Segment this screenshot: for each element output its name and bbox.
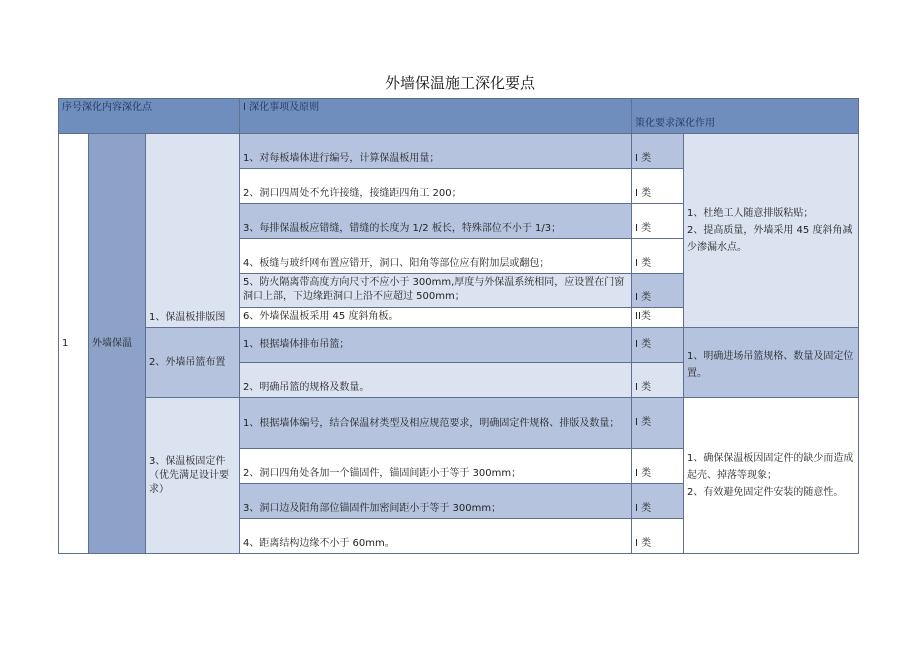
row-content — [88, 133, 146, 554]
row-content-label: 外墙保温 — [92, 337, 132, 349]
item-class: I 类 — [635, 417, 652, 428]
header-left — [58, 98, 240, 134]
section-2-point-label: 2、外墙吊篮布置 — [149, 356, 226, 368]
item-text: 5、防火隔离带高度方向尺寸不应小于 300mm,厚度与外保温系统相同，应设置在门窗洞口上部，下边缘距洞口上沿不应超过 500mm； — [243, 277, 625, 302]
item-class: I 类 — [635, 503, 652, 514]
item-class: I 类 — [635, 468, 652, 479]
section-2-item-1 — [239, 327, 632, 363]
item-text: 3、洞口边及阳角部位锚固件加密间距小于等于 300mm； — [243, 503, 502, 514]
section-3-item-3 — [239, 483, 632, 519]
section-3-item-4-class — [631, 518, 684, 554]
item-text: 1、根据墙体排布吊篮； — [243, 339, 350, 350]
section-3-item-2-class — [631, 448, 684, 484]
section-1-item-5 — [239, 273, 632, 308]
section-2-item-1-class — [631, 327, 684, 363]
header-right-label: 策化要求深化作用 — [635, 118, 715, 129]
section-3-item-3-class — [631, 483, 684, 519]
item-text: 6、外墙保温板采用 45 度斜角板。 — [243, 311, 399, 322]
item-text: 1、对每板墙体进行编号，计算保温板用量； — [243, 153, 440, 164]
item-text: 1、根据墙体编号，结合保温材类型及相应规范要求，明确固定件规格、排版及数量； — [243, 417, 620, 429]
section-1-item-1-class — [631, 133, 684, 169]
item-text: 4、距离结构边缘不小于 60mm。 — [243, 538, 395, 549]
section-1-point — [145, 133, 240, 328]
header-item — [239, 98, 632, 134]
item-class: I 类 — [635, 339, 652, 350]
item-text: 4、板缝与玻纤网布置应错开，洞口、阳角等部位应有附加层或翻包； — [243, 258, 550, 269]
item-text: 2、洞口四角处各加一个锚固件，锚固间距小于等于 300mm； — [243, 468, 522, 479]
item-class: I 类 — [635, 538, 652, 549]
section-3-item-1-class — [631, 397, 684, 449]
section-1-item-1 — [239, 133, 632, 169]
section-1-item-2 — [239, 168, 632, 204]
section-1-item-4 — [239, 238, 632, 274]
section-2-effect — [683, 327, 859, 398]
section-1-item-3 — [239, 203, 632, 239]
section-2-item-2-class — [631, 362, 684, 398]
section-3-point-label: 3、保温板固定件（优先满足设计要求） — [149, 455, 229, 495]
section-3-point — [145, 397, 240, 554]
item-class: I 类 — [635, 382, 652, 393]
section-1-item-3-class — [631, 203, 684, 239]
section-3-item-4 — [239, 518, 632, 554]
row-number-label: 1 — [62, 337, 69, 349]
page-title: 外墙保温施工深化要点 — [384, 74, 535, 92]
section-1-item-6 — [239, 307, 632, 328]
section-2-point — [145, 327, 240, 398]
section-1-item-4-class — [631, 238, 684, 274]
header-left-label: 序号深化内容深化点 — [62, 102, 152, 113]
section-1-point-label: 1、保温板排版图 — [149, 312, 226, 323]
item-class: I 类 — [635, 153, 652, 164]
section-1-item-5-class — [631, 273, 684, 308]
section-1-effect — [683, 133, 859, 328]
header-item-label: I 深化事项及原则 — [243, 102, 320, 113]
section-1-item-2-class — [631, 168, 684, 204]
item-text: 2、明确吊篮的规格及数量。 — [243, 382, 370, 393]
section-1-effect-label: 1、杜绝工人随意排版粘贴； 2、提高质量，外墙采用 45 度斜角减少渗漏水点。 — [687, 208, 853, 253]
section-3-effect — [683, 397, 859, 554]
item-class: I 类 — [635, 258, 652, 269]
section-3-effect-label: 1、确保保温板因固定件的缺少而造成起壳、掉落等现象； 2、有效避免固定件安装的随意性。 — [687, 453, 854, 498]
item-class: II类 — [635, 311, 651, 322]
item-class: I 类 — [635, 188, 652, 199]
item-text: 3、每排保温板应错缝，错缝的长度为 1/2 板长，特殊部位不小于 1/3； — [243, 223, 562, 234]
item-class: I 类 — [635, 223, 652, 234]
section-1-item-6-class — [631, 307, 684, 328]
item-text: 2、洞口四周处不允许接缝，接缝距四角工 200； — [243, 188, 462, 199]
section-2-effect-label: 1、明确进场吊篮规格、数量及固定位置。 — [687, 351, 854, 379]
header-right — [631, 98, 859, 134]
row-number — [58, 133, 89, 554]
section-2-item-2 — [239, 362, 632, 398]
section-3-item-2 — [239, 448, 632, 484]
item-class: I 类 — [635, 292, 652, 303]
section-3-item-1 — [239, 397, 632, 449]
